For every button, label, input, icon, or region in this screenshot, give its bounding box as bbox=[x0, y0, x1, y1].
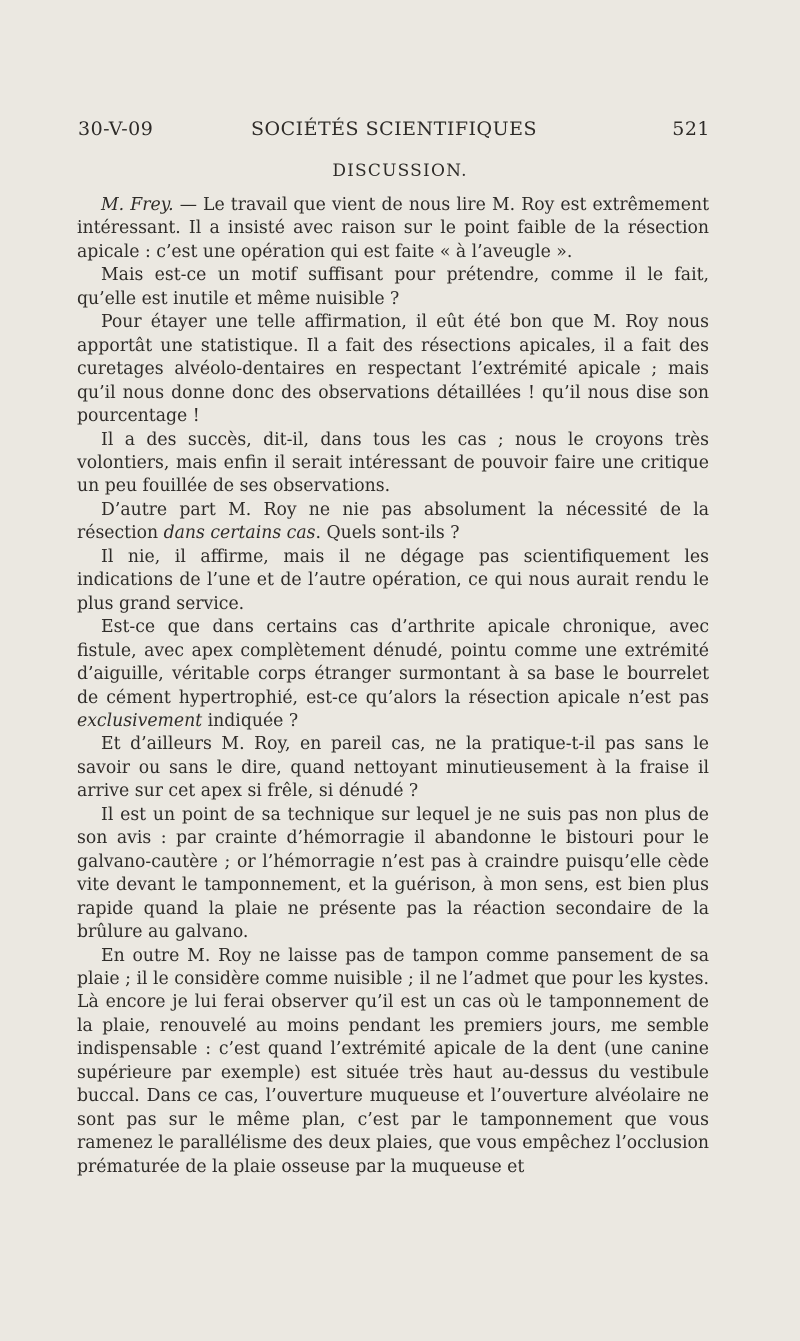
speaker-name: M. Frey. bbox=[101, 195, 174, 215]
paragraph-6: Il nie, il affirme, mais il ne dégage pas scientifiquement les indications de l’une et de l’autre opération, ce qui nous aurait rendu le plus grand service. bbox=[77, 546, 709, 614]
paragraph-text: indiquée ? bbox=[202, 710, 299, 731]
paragraph-1 bbox=[77, 194, 709, 264]
emphasis-text: dans certains cas bbox=[163, 523, 316, 544]
paragraph-9: Il est un point de sa technique sur lequel je ne suis pas non plus de son avis : par crainte d’hémorragie il abandonne le bistouri pour le galvano-cautère ; or l’hémorragie n’est pas à craindre puisqu’elle cède vite devant le tamponnement, et la guérison, à mon sens, est bien plus rapide quand la plaie ne présente pas la réaction secondaire de la brûlure au galvano. bbox=[77, 804, 709, 943]
paragraph-text: . Quels sont-ils ? bbox=[315, 523, 460, 544]
section-heading: DISCUSSION. bbox=[332, 161, 468, 181]
paragraph-2: Mais est-ce un motif suffisant pour prétendre, comme il le fait, qu’elle est inutile et même nuisible ? bbox=[77, 265, 709, 309]
paragraph-text: D’autre part M. Roy ne nie pas absolument la nécessité de la résection bbox=[77, 499, 709, 544]
emphasis-text: exclusivement bbox=[77, 710, 203, 731]
paragraph-5 bbox=[77, 499, 709, 546]
issue-date: 30-V-09 bbox=[78, 118, 154, 140]
paragraph-text: Est-ce que dans certains cas d’arthrite apicale chronique, avec fistule, avec apex complètement dénudé, pointu comme une extrémité d’aiguille, véritable corps étranger surmontant à sa base le bourrelet de cément hypertrophié, est-ce qu’alors la résection apicale n’est pas bbox=[77, 617, 709, 708]
paragraph-3: Pour étayer une telle affirmation, il eût été bon que M. Roy nous apportât une statistique. Il a fait des résections apicales, il a fait des curetages alvéolo-dentaires en respectant l’extrémité apicale ; mais qu’il nous donne donc des observations détaillées ! qu’il nous dise son pourcentage ! bbox=[77, 312, 709, 427]
body-text bbox=[77, 194, 709, 1179]
paragraph-10: En outre M. Roy ne laisse pas de tampon comme pansement de sa plaie ; il le considère comme nuisible ; il ne l’admet que pour les kystes. Là encore je lui ferai observer qu’il est un cas où le tamponnement de la plaie, renouvelé au moins pendant les premiers jours, me semble indispensable : c’est quand l’extrémité apicale de la dent (une canine supérieure par exemple) est située très haut au-dessus du vestibule buccal. Dans ce cas, l’ouverture muqueuse et l’ouverture alvéolaire ne sont pas sur le même plan, c’est par le tamponnement que vous ramenez le parallélisme des deux plaies, que vous empêchez l’occlusion prématurée de la plaie osseuse par la muqueuse et bbox=[77, 945, 709, 1177]
running-head bbox=[78, 118, 710, 146]
paragraph-4: Il a des succès, dit-il, dans tous les cas ; nous le croyons très volontiers, mais enfin il serait intéressant de pouvoir faire une critique un peu fouillée de ses observations. bbox=[77, 429, 709, 497]
paragraph-8: Et d’ailleurs M. Roy, en pareil cas, ne la pratique-t-il pas sans le savoir ou sans le dire, quand nettoyant minutieusement à la fraise il arrive sur cet apex si frêle, si dénudé ? bbox=[77, 734, 709, 802]
running-title: SOCIÉTÉS SCIENTIFIQUES bbox=[251, 118, 537, 140]
paragraph-7 bbox=[77, 616, 709, 733]
paragraph-text: — Le travail que vient de nous lire M. Roy est extrêmement intéressant. Il a insisté avec raison sur le point faible de la résection apicale : c’est une opération qui est faite « à l’aveugle ». bbox=[77, 195, 709, 262]
page-number: 521 bbox=[672, 118, 710, 140]
